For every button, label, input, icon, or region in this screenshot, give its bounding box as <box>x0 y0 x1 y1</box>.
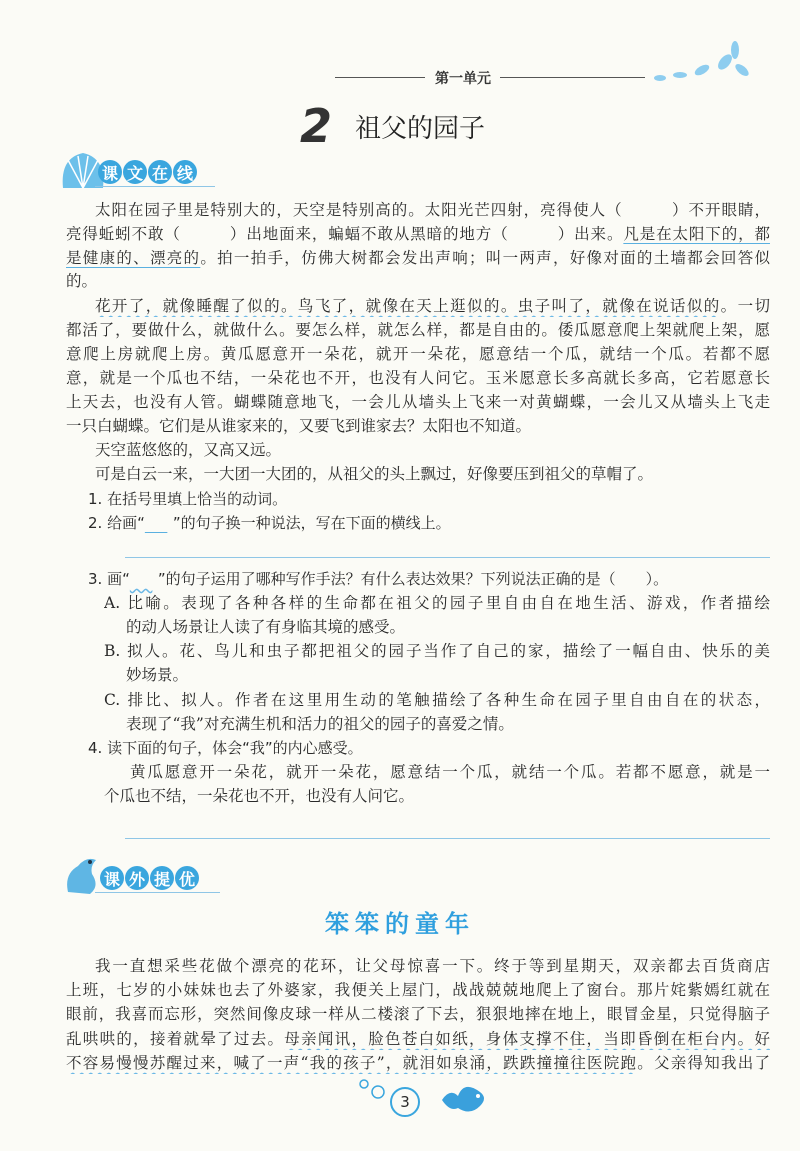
text: 亮得蚯蚓不敢（ ）出地面来，蝙蝠不敢从黑暗的地方（ ）出来。 <box>66 225 624 243</box>
text: 2. 给画“ <box>88 514 145 532</box>
text: 乱哄哄的，接着就晕了过去。 <box>66 1030 285 1048</box>
badge-char: 课 <box>98 160 122 184</box>
text: ”的句子运用了哪种写作手法？有什么表达效果？下列说法正确的是（ ）。 <box>157 570 669 588</box>
reading-line <box>66 1052 770 1074</box>
reading-line: 上班，七岁的小妹妹也去了外婆家，我便关上屋门，战战兢兢地爬上了窗台。那片姹紫嫣红就在 <box>66 981 770 999</box>
passage-line: 都活了，要做什么，就做什么。要怎么样，就怎么样，都是自由的。倭瓜愿意爬上架就爬上架，愿 <box>66 321 770 339</box>
passage-line: 意爬上房就爬上房。黄瓜愿意开一朵花，就开一朵花，愿意结一个瓜，就结一个瓜。若都不愿 <box>66 345 770 363</box>
text: ”的句子换一种说法，写在下面的横线上。 <box>172 514 451 532</box>
option-c[interactable]: C. 排比、拟人。作者在这里用生动的笔触描绘了各种生命在园子里自由自在的状态， <box>104 691 770 709</box>
passage-line: 的。 <box>66 272 98 290</box>
fish-icon <box>440 1078 490 1118</box>
passage-line: 太阳在园子里是特别大的，天空是特别高的。太阳光芒四射，亮得使人（ ）不开眼睛， <box>95 201 770 219</box>
question-2 <box>88 512 451 534</box>
passage-line <box>66 223 770 245</box>
section-underline <box>95 892 220 893</box>
underlined-text: 凡是在太阳下的，都 <box>623 225 770 243</box>
text: 。父亲得知我出了 <box>637 1054 770 1072</box>
passage-line: 上天去，也没有人管。蝴蝶随意地飞，一会儿从墙头上飞来一对黄蝴蝶，一会儿又从墙头上飞走 <box>66 393 770 411</box>
text: 3. 画“ <box>88 570 130 588</box>
wavy-underlined-text: 母亲闻讯，脸色苍白如纸，身体支撑不住，当即昏倒在柜台内。好 <box>284 1030 770 1048</box>
wavy-underlined-text: 花开了，就像睡醒了似的。鸟飞了，就像在天上逛似的。虫子叫了，就像在说话似的 <box>95 297 721 315</box>
passage-line: 天空蓝悠悠的，又高又远。 <box>95 441 282 459</box>
underlined-text: 是健康的、漂亮的 <box>66 249 201 267</box>
quote-line: 黄瓜愿意开一朵花，就开一朵花，愿意结一个瓜，就结一个瓜。若都不愿意，就是一 <box>130 763 770 781</box>
lesson-number: 2 <box>300 99 333 153</box>
badge-char: 提 <box>150 866 174 890</box>
quote-line: 个瓜也不结，一朵花也不开，也没有人问它。 <box>104 787 415 805</box>
badge-char: 在 <box>148 160 172 184</box>
wavy-underline-sample <box>130 568 158 590</box>
answer-line[interactable] <box>125 838 770 839</box>
unit-label: 第一单元 <box>435 71 491 87</box>
badge-char: 文 <box>123 160 147 184</box>
straight-underline-sample <box>145 512 173 534</box>
section-underline <box>95 186 215 187</box>
text: 。拍一拍手，仿佛大树都会发出声响；叫一两声，好像对面的土墙都会回答似 <box>200 249 770 267</box>
header-rule-right <box>500 77 645 78</box>
wavy-underlined-text: 不容易慢慢苏醒过来，喊了一声“我的孩子”，就泪如泉涌，跌跌撞撞往医院跑 <box>66 1054 638 1072</box>
badge-char: 课 <box>100 866 124 890</box>
option-b[interactable]: B. 拟人。花、鸟儿和虫子都把祖父的园子当作了自己的家，描绘了一幅自由、快乐的美 <box>104 642 770 660</box>
reading-line: 眼前，我喜而忘形，突然间像皮球一样从二楼滚了下去，狠狠地摔在地上，眼冒金星，只觉得脑子 <box>66 1005 770 1023</box>
passage-line: 意，就是一个瓜也不结，一朵花也不开，也没有人问它。玉米愿意长多高就长多高，它若愿意长 <box>66 369 770 387</box>
badge-char: 外 <box>125 866 149 890</box>
header-rule-left <box>335 77 425 78</box>
section-extra-badge <box>100 866 199 890</box>
question-1: 1. 在括号里填上恰当的动词。 <box>88 490 288 508</box>
leaf-decoration-icon <box>640 40 760 90</box>
reading-title: 笨笨的童年 <box>325 909 475 938</box>
option-a-cont: 的动人场景让人读了有身临其境的感受。 <box>126 618 406 636</box>
option-b-cont: 妙场景。 <box>126 666 189 684</box>
text: 。一切 <box>720 297 770 315</box>
reading-line <box>66 1028 770 1050</box>
question-3 <box>88 568 668 590</box>
badge-char: 线 <box>173 160 197 184</box>
passage-line: 可是白云一来，一大团一大团的，从祖父的头上飘过，好像要压到祖父的草帽了。 <box>95 465 654 483</box>
lesson-title: 祖父的园子 <box>355 114 486 144</box>
question-4: 4. 读下面的句子，体会“我”的内心感受。 <box>88 739 363 757</box>
passage-line: 一只白蝴蝶。它们是从谁家来的，又要飞到谁家去？太阳也不知道。 <box>66 417 532 435</box>
bubbles-icon <box>358 1078 388 1103</box>
section-online-badge <box>98 160 197 184</box>
passage-line <box>66 247 770 269</box>
option-a[interactable]: A. 比喻。表现了各种各样的生命都在祖父的园子里自由自在地生活、游戏，作者描绘 <box>104 594 770 612</box>
passage-line <box>95 295 770 317</box>
reading-line: 我一直想采些花做个漂亮的花环，让父母惊喜一下。终于等到星期天，双亲都去百货商店 <box>95 957 770 975</box>
badge-char: 优 <box>175 866 199 890</box>
option-c-cont: 表现了“我”对充满生机和活力的祖父的园子的喜爱之情。 <box>126 715 514 733</box>
page-number: 3 <box>390 1087 420 1117</box>
answer-line[interactable] <box>125 557 770 558</box>
